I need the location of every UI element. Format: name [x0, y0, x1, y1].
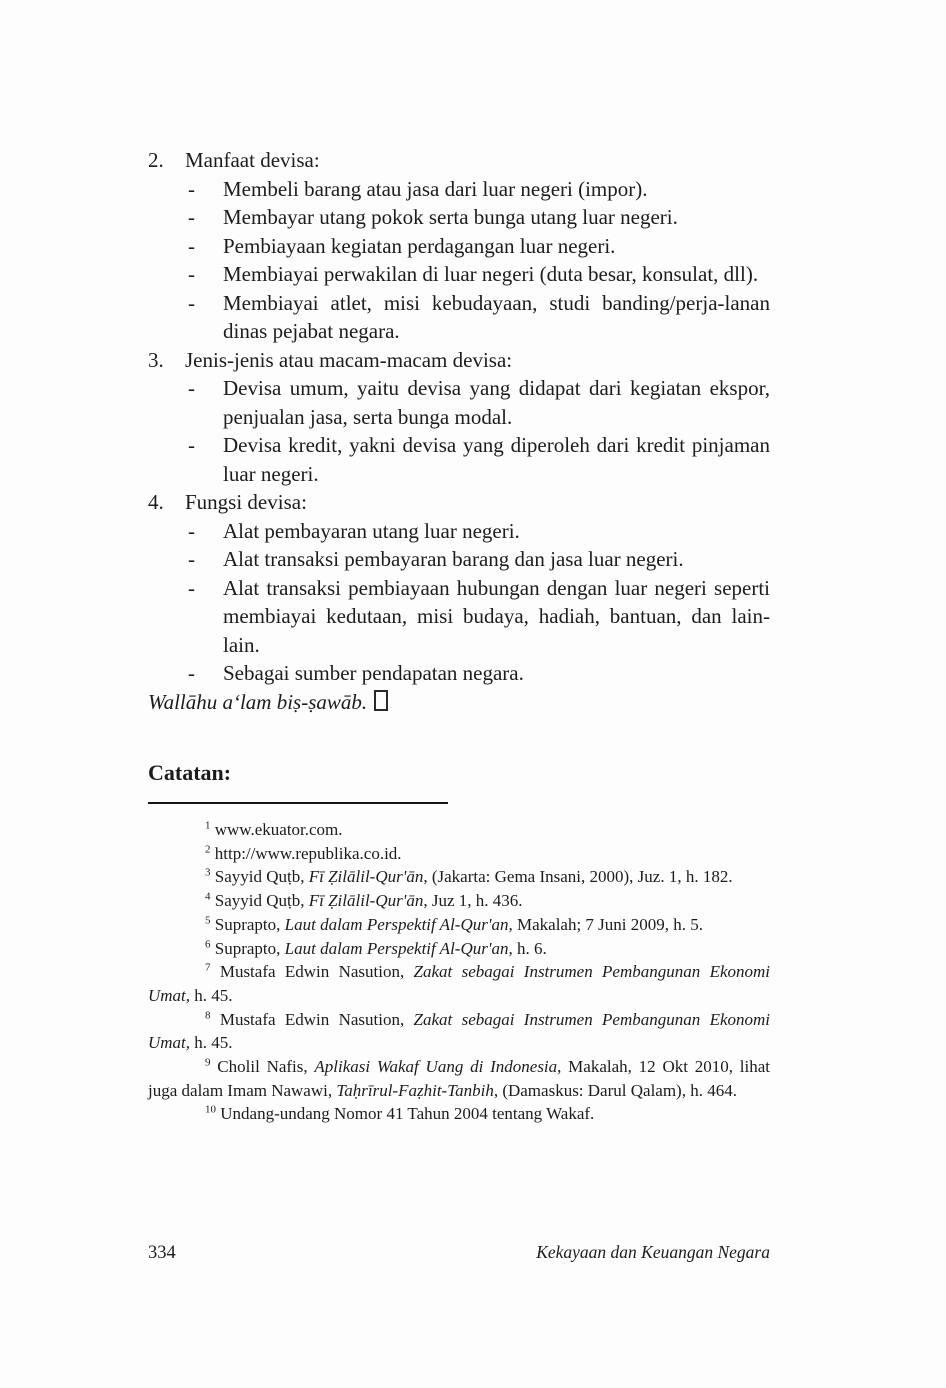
footnote-marker: 2 [205, 843, 211, 856]
footnote-text: , (Damaskus: Darul Qalam), h. 464. [493, 1080, 737, 1100]
dash-bullet: - [188, 290, 195, 315]
footnote-text: Mustafa Edwin Nasution, [219, 962, 414, 982]
footnotes [148, 818, 770, 1126]
footnote-marker: 5 [205, 914, 211, 927]
dash-bullet: - [188, 433, 195, 457]
section-title: Fungsi devisa: [185, 490, 307, 514]
closing-text: Wallāhu a‘lam biṣ-ṣawāb. [148, 689, 368, 714]
footnote-text: Suprapto, [214, 938, 285, 958]
footnote-marker: 6 [205, 937, 211, 950]
list-item [188, 289, 770, 346]
list-item-text: Membeli barang atau jasa dari luar negeri (impor). [223, 176, 648, 201]
footnote-text: Undang-undang Nomor 41 Tahun 2004 tentang Wakaf. [220, 1104, 595, 1124]
list-item-text: Alat transaksi pembayaran barang dan jasa luar negeri. [223, 547, 684, 571]
list-item [188, 374, 770, 431]
dash-bullet: - [188, 518, 195, 543]
list-item-text: Membayar utang pokok serta bunga utang luar negeri. [223, 205, 678, 229]
dash-bullet: - [188, 233, 195, 258]
footnote-text: , Juz 1, h. 436. [423, 891, 523, 911]
notes-heading: Catatan: [148, 760, 232, 785]
list-item [188, 232, 770, 261]
list-item [188, 659, 770, 688]
page-number: 334 [148, 1243, 176, 1263]
footnote-marker: 7 [205, 961, 211, 974]
footnote-text: , Makalah, 12 Okt 2010, lihat juga dalam Imam Nawawi, [148, 1057, 770, 1100]
dash-bullet: - [188, 575, 195, 600]
footnote-text: Suprapto, [214, 914, 285, 934]
section-number: 3. [148, 347, 164, 372]
dash-bullet: - [188, 661, 195, 685]
end-of-article-box-icon [374, 690, 388, 711]
footnote-work-title: Laut dalam Perspektif Al-Qur'an [284, 914, 509, 934]
list-item-text: Membiayai atlet, misi kebudayaan, studi banding/perja-lanan dinas pejabat negara. [223, 290, 770, 343]
footnote-text: , h. 6. [508, 938, 547, 958]
footnote [148, 842, 770, 866]
footnote-work-title: Fī Ẓilālil-Qur'ān [308, 891, 424, 911]
footnote [148, 913, 770, 937]
list-item [188, 260, 770, 289]
list-item [188, 175, 770, 204]
section-heading [148, 346, 770, 375]
footnote-marker: 9 [205, 1056, 211, 1069]
footnote-work-title: Taḥrīrul-Faẓhit-Tanbih [336, 1080, 494, 1100]
footnote-text: h. 45. [190, 985, 233, 1005]
footnote-marker: 1 [205, 819, 211, 832]
list-item [188, 431, 770, 488]
footnote [148, 937, 770, 961]
footnote-text: , (Jakarta: Gema Insani, 2000), Juz. 1, h. 182. [423, 867, 733, 887]
footnote-separator [148, 802, 448, 804]
section [148, 146, 770, 346]
footnote-text: Mustafa Edwin Nasution, [219, 1009, 414, 1029]
footnote-work-title: Zakat sebagai Instrumen Pembangunan Ekonomi Umat, [148, 1009, 771, 1053]
section-title: Jenis-jenis atau macam-macam devisa: [185, 347, 513, 372]
footnote-text: http://www.republika.co.id. [214, 843, 402, 863]
footnote-marker: 4 [205, 890, 211, 903]
section-number: 4. [148, 490, 164, 514]
footnote [148, 1055, 770, 1102]
list-item-text: Alat pembayaran utang luar negeri. [223, 518, 520, 543]
list-item-text: Devisa kredit, yakni devisa yang diperoleh dari kredit pinjaman luar negeri. [223, 433, 770, 486]
list-item-text: Sebagai sumber pendapatan negara. [223, 661, 524, 685]
footnote-marker: 8 [205, 1008, 211, 1021]
section [148, 488, 770, 688]
section-title: Manfaat devisa: [185, 148, 320, 172]
footnote [148, 818, 770, 842]
footnote [148, 960, 770, 1007]
list-item-text: Alat transaksi pembiayaan hubungan dengan luar negeri seperti membiayai kedutaan, misi budaya, hadiah, bantuan, dan lain-lain. [223, 575, 770, 657]
footnote-text: Sayyid Quṭb, [214, 867, 309, 887]
list-item-text: Pembiayaan kegiatan perdagangan luar negeri. [223, 233, 616, 258]
section-number: 2. [148, 148, 164, 172]
dash-bullet: - [188, 176, 195, 201]
footnote-marker: 3 [205, 866, 211, 879]
footnote-text: h. 45. [190, 1033, 233, 1053]
footnote-work-title: Aplikasi Wakaf Uang di Indonesia [314, 1057, 558, 1077]
footnote-work-title: Fī Ẓilālil-Qur'ān [308, 867, 424, 887]
footnote [148, 1102, 770, 1126]
footnote [148, 865, 770, 889]
dash-bullet: - [188, 376, 195, 400]
list-item-text: Devisa umum, yaitu devisa yang didapat dari kegiatan ekspor, penjualan jasa, serta bunga modal. [223, 376, 770, 429]
section [148, 346, 770, 489]
footnote [148, 889, 770, 913]
dash-bullet: - [188, 205, 195, 229]
main-list [148, 146, 770, 688]
page-footer [148, 1242, 770, 1264]
dash-bullet: - [188, 547, 195, 571]
footnote-text: Cholil Nafis, [217, 1057, 315, 1077]
dash-bullet: - [188, 262, 195, 286]
footnote-text: Sayyid Quṭb, [214, 891, 309, 911]
closing-line [148, 688, 770, 717]
list-item [188, 545, 770, 574]
list-item [188, 203, 770, 232]
footnote [148, 1008, 770, 1055]
footnote-text: , Makalah; 7 Juni 2009, h. 5. [508, 914, 704, 934]
page-content [148, 146, 770, 1126]
footnote-work-title: Laut dalam Perspektif Al-Qur'an [284, 938, 509, 958]
list-item-text: Membiayai perwakilan di luar negeri (duta besar, konsulat, dll). [223, 262, 759, 286]
list-item [188, 574, 770, 660]
footnote-text: www.ekuator.com. [214, 820, 343, 839]
footnote-work-title: Zakat sebagai Instrumen Pembangunan Ekonomi Umat, [148, 962, 771, 1005]
running-title: Kekayaan dan Keuangan Negara [536, 1242, 770, 1262]
section-heading [148, 146, 770, 175]
section-heading [148, 488, 770, 517]
footnote-marker: 10 [205, 1103, 216, 1116]
list-item [188, 517, 770, 546]
